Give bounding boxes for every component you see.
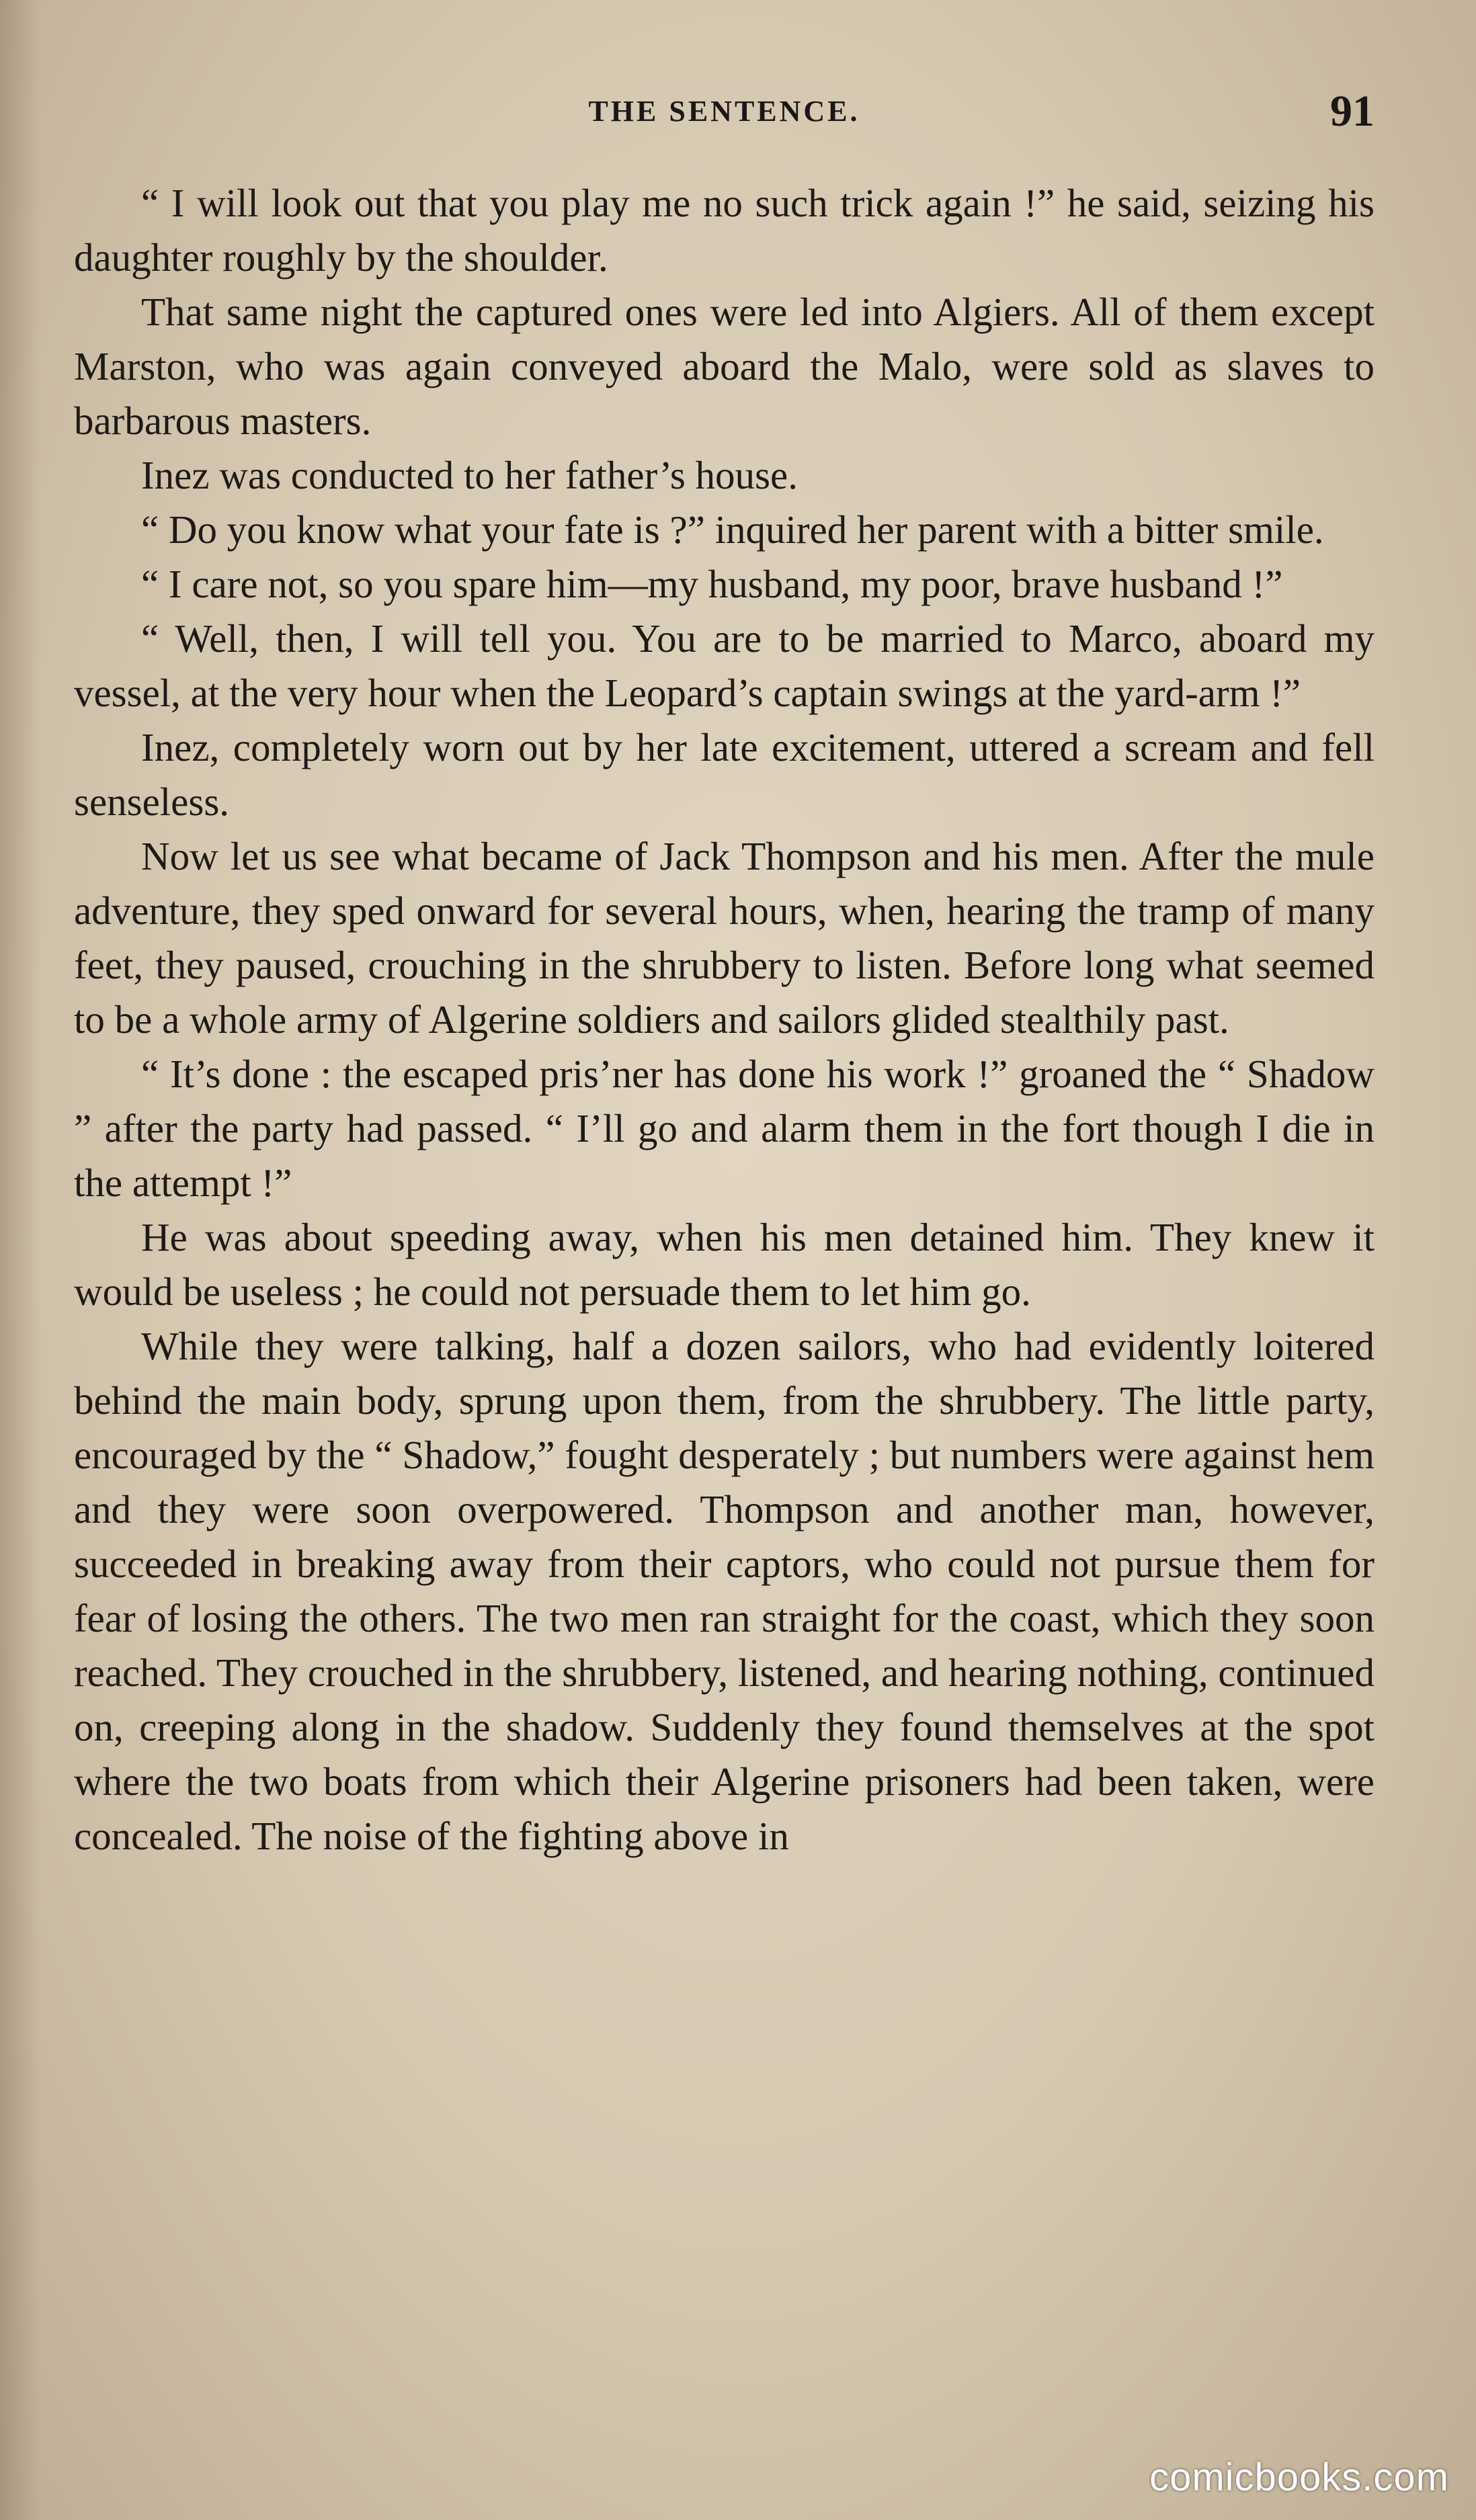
paragraph: Inez was conducted to her father’s house.	[141, 453, 798, 497]
paragraph: “ I will look out that you play me no such trick again !” he said, seizing his daughter roughly by the shoulder.	[74, 181, 1375, 280]
paragraph: Now let us see what became of Jack Thompson and his men. After the mule adventure, they sped onward for several hours, when, hearing the tramp of many feet, they paused, crouching in the shrubbery to listen. Before long what seemed to be a whole army of Algerine soldiers and sailors glided stealthily past.	[74, 834, 1375, 1042]
body-text	[74, 176, 1375, 2360]
paragraph: While they were talking, half a dozen sailors, who had evidently loitered behind the main body, sprung upon them, from the shrubbery. The little party, encouraged by the “ Shadow,” fought desperately ; but numbers were against hem and they were soon overpowered. Thompson and another man, however, succeeded in breaking away from their captors, who could not pursue them for fear of losing the others. The two men ran straight for the coast, which they soon reached. They crouched in the shrubbery, listened, and hearing nothing, continued on, creeping along in the shadow. Suddenly they found themselves at the spot where the two boats from which their Algerine prisoners had been taken, were concealed. The noise of the fighting above in	[74, 1324, 1375, 1858]
paragraph: “ I care not, so you spare him—my husband, my poor, brave husband !”	[141, 562, 1283, 606]
page-edge-shadow	[0, 0, 40, 2520]
page-number: 91	[1330, 87, 1375, 136]
paragraph: Inez, completely worn out by her late excitement, uttered a scream and fell senseless.	[74, 725, 1375, 824]
paragraph: “ Do you know what your fate is ?” inquired her parent with a bitter smile.	[141, 507, 1324, 552]
running-head: THE SENTENCE.	[588, 95, 860, 128]
paragraph: “ Well, then, I will tell you. You are to be married to Marco, aboard my vessel, at the very hour when the Leopard’s captain swings at the yard-arm !”	[74, 616, 1375, 715]
paragraph: He was about speeding away, when his men detained him. They knew it would be useless ; he could not persuade them to let him go.	[74, 1215, 1375, 1314]
watermark: comicbooks.com	[1149, 2455, 1449, 2499]
paragraph: “ It’s done : the escaped pris’ner has done his work !” groaned the “ Shadow ” after the party had passed. “ I’ll go and alarm them in the fort though I die in the attempt !”	[74, 1052, 1375, 1205]
page-header	[74, 86, 1375, 140]
paragraph: That same night the captured ones were led into Algiers. All of them except Marston, who was again conveyed aboard the Malo, were sold as slaves to barbarous masters.	[74, 290, 1375, 443]
